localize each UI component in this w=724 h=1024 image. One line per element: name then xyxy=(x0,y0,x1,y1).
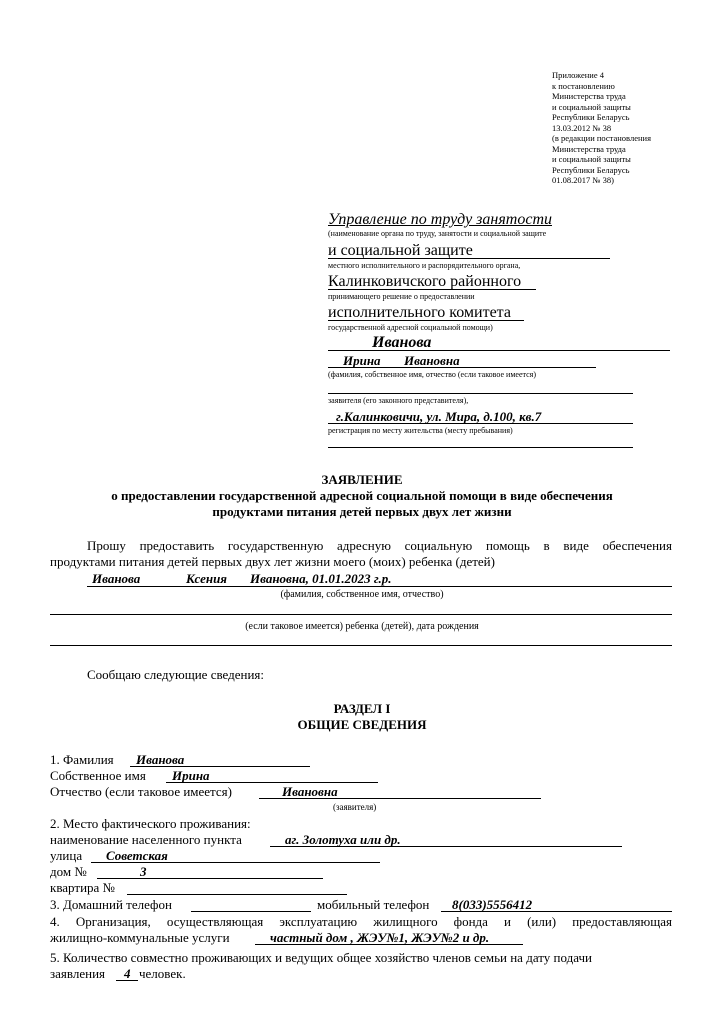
applicant-first-name: Ирина xyxy=(343,353,381,368)
family-value: 4 xyxy=(124,966,131,981)
org-label-2: жилищно-коммунальные услуги xyxy=(50,930,230,945)
request-line-2: продуктами питания детей первых двух лет жизни моего (моих) ребенка (детей) xyxy=(50,554,495,569)
appendix-line: Министерства труда xyxy=(552,91,626,101)
street-value: Советская xyxy=(106,848,168,863)
registration-value: г.Калинковичи, ул. Мира, д.100, кв.7 xyxy=(336,409,542,424)
applicant-patronymic: Ивановна xyxy=(404,353,460,368)
applicant-surname: Иванова xyxy=(372,334,432,351)
request-line-1: Прошу предоставить государственную адресную социальную помощь в виде обеспечения xyxy=(87,538,672,553)
patronymic-field-line xyxy=(259,798,541,799)
organ-hint-2: местного исполнительного и распорядительного органа, xyxy=(328,261,521,270)
surname-value: Иванова xyxy=(136,752,185,767)
document-subtitle-2: продуктами питания детей первых двух лет жизни xyxy=(212,504,512,519)
street-label: улица xyxy=(50,848,83,863)
org-line-1: 4. Организация, осуществляющая эксплуатацию жилищного фонда и (или) предоставляющая xyxy=(50,914,672,929)
applicant-hint: (заявителя) xyxy=(333,802,377,812)
family-unit: человек. xyxy=(139,966,186,981)
child-hint-2: (если таковое имеется) ребенка (детей), дата рождения xyxy=(245,621,479,632)
organ-line-3-underline xyxy=(328,289,536,290)
patronymic-label: Отчество (если таковое имеется) xyxy=(50,784,232,799)
name-field-line xyxy=(166,782,378,783)
house-value: 3 xyxy=(140,864,147,879)
organ-line-3: Калинковичского районного xyxy=(328,273,522,290)
name-label: Собственное имя xyxy=(50,768,146,783)
appendix-line: и социальной защиты xyxy=(552,101,631,112)
document-title: ЗАЯВЛЕНИЕ xyxy=(321,472,403,487)
organ-hint-1: (наименование органа по труду, занятости и социальной защите xyxy=(328,229,547,238)
name-underline xyxy=(328,367,596,368)
section-number: РАЗДЕЛ I xyxy=(333,701,391,716)
locality-field-line xyxy=(270,846,622,847)
child-name: Ксения xyxy=(186,571,228,586)
registration-underline xyxy=(328,423,633,424)
appendix-line: Республики Беларусь xyxy=(552,112,630,122)
child-rest: Ивановна, 01.01.2023 г.р. xyxy=(250,571,392,586)
organ-line-1: Управление по труду занятости xyxy=(328,211,552,228)
org-value: частный дом , ЖЭУ№1, ЖЭУ№2 и др. xyxy=(270,930,490,945)
appendix-line: к постановлению xyxy=(552,80,615,91)
family-line-1: 5. Количество совместно проживающих и ведущих общее хозяйство членов семьи на дату подачи xyxy=(50,950,592,965)
child-line-2 xyxy=(50,614,672,615)
surname-label: 1. Фамилия xyxy=(50,752,114,767)
organ-hint-4: государственной адресной социальной помощи) xyxy=(328,323,493,332)
organ-line-4-underline xyxy=(328,320,524,321)
surname-field-line xyxy=(130,766,310,767)
house-label: дом № xyxy=(50,864,87,879)
mobile-value: 8(033)5556412 xyxy=(452,897,533,912)
apartment-field-line xyxy=(127,894,347,895)
mobile-label: мобильный телефон xyxy=(317,897,430,912)
child-hint-1: (фамилия, собственное имя, отчество) xyxy=(280,589,444,600)
registration-extra-line xyxy=(328,447,633,448)
mobile-field-line xyxy=(441,911,672,912)
document-subtitle-1: о предоставлении государственной адресной социальной помощи в виде обеспечения xyxy=(111,488,613,503)
org-field-line xyxy=(255,944,523,945)
name-value: Ирина xyxy=(172,768,210,783)
representative-hint: заявителя (его законного представителя), xyxy=(328,396,469,405)
appendix-line: Приложение 4 xyxy=(552,70,604,80)
organ-line-4: исполнительного комитета xyxy=(328,304,511,321)
name-hint: (фамилия, собственное имя, отчество (если таковое имеется) xyxy=(328,370,536,379)
section-name: ОБЩИЕ СВЕДЕНИЯ xyxy=(297,717,427,732)
organ-line-2: и социальной защите xyxy=(328,242,473,259)
appendix-line: (в редакции постановления xyxy=(552,133,651,143)
street-field-line xyxy=(91,862,380,863)
apartment-label: квартира № xyxy=(50,880,115,895)
family-label-2: заявления xyxy=(50,966,106,981)
appendix-block xyxy=(552,70,651,186)
info-intro: Сообщаю следующие сведения: xyxy=(87,667,265,682)
child-line-3 xyxy=(50,645,672,646)
appendix-line: Республики Беларусь xyxy=(552,164,630,175)
registration-hint: регистрация по месту жительства (месту пребывания) xyxy=(328,426,513,435)
locality-label: наименование населенного пункта xyxy=(50,832,242,847)
surname-underline xyxy=(328,350,670,351)
appendix-line: 01.08.2017 № 38) xyxy=(552,175,614,185)
appendix-line: и социальной защиты xyxy=(552,154,631,164)
patronymic-value: Ивановна xyxy=(282,784,338,799)
child-underline xyxy=(87,586,672,587)
locality-value: аг. Золотуха или др. xyxy=(285,832,401,847)
residence-label: 2. Место фактического проживания: xyxy=(50,816,251,831)
appendix-line: 13.03.2012 № 38 xyxy=(552,122,612,133)
home-phone-field-line xyxy=(191,911,311,912)
home-phone-label: 3. Домашний телефон xyxy=(50,897,172,912)
child-surname: Иванова xyxy=(92,571,141,586)
organ-hint-3: принимающего решение о предоставлении xyxy=(328,292,475,301)
house-field-line xyxy=(97,878,323,879)
organ-line-2-underline xyxy=(328,258,610,259)
family-field-line xyxy=(116,980,138,981)
representative-line xyxy=(328,393,633,394)
appendix-line: Министерства труда xyxy=(552,143,626,154)
